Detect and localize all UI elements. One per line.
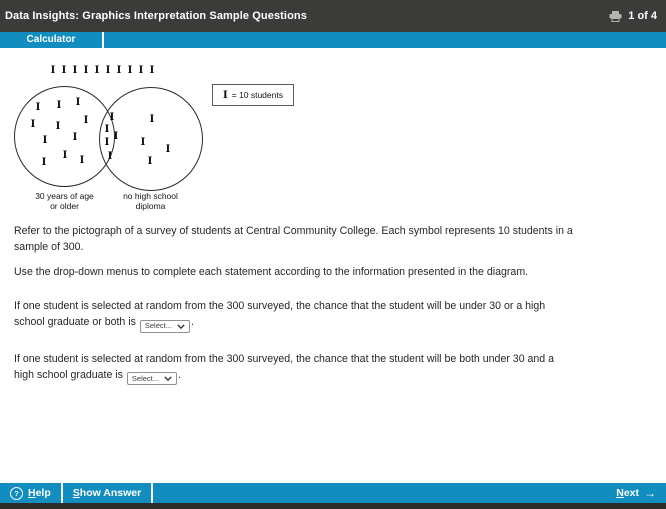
legend-box bbox=[212, 84, 294, 106]
student-symbol-top_row: I bbox=[149, 64, 155, 76]
question-2-line2 bbox=[14, 367, 654, 386]
student-symbol-top_row: I bbox=[61, 64, 67, 76]
next-button[interactable] bbox=[606, 483, 666, 503]
page-title: Data Insights: Graphics Interpretation Sample Questions bbox=[5, 10, 307, 22]
bottom-strip bbox=[0, 503, 666, 509]
student-symbol-both: I bbox=[104, 123, 110, 135]
student-symbol-top_row: I bbox=[127, 64, 133, 76]
student-symbol-both: I bbox=[113, 130, 119, 142]
right-circle-label-line2: diploma bbox=[135, 200, 166, 211]
help-icon: ? bbox=[10, 487, 23, 500]
footer-bar bbox=[0, 483, 666, 503]
student-symbol-both: I bbox=[109, 111, 115, 123]
calculator-button[interactable]: Calculator bbox=[0, 32, 104, 48]
student-symbol-left_only: I bbox=[72, 131, 78, 143]
student-symbol-right_only: I bbox=[147, 155, 153, 167]
student-symbol-left_only: I bbox=[83, 114, 89, 126]
student-symbol-left_only: I bbox=[42, 134, 48, 146]
question-1-line1: If one student is selected at random from the 300 surveyed, the chance that the student will be under 30 or a high bbox=[14, 300, 546, 312]
question-2-line1: If one student is selected at random from the 300 surveyed, the chance that the student will be both under 30 and a bbox=[14, 352, 555, 365]
show-answer-label: Show Answer bbox=[72, 487, 142, 499]
question-1-period: . bbox=[190, 316, 194, 328]
title-bar bbox=[0, 0, 666, 32]
footer-spacer bbox=[153, 483, 606, 503]
chevron-down-icon bbox=[177, 324, 185, 329]
right-circle-label bbox=[98, 192, 203, 211]
page-indicator-text: 1 of 4 bbox=[628, 10, 657, 22]
chevron-down-icon bbox=[164, 376, 172, 381]
student-symbol-top_row: I bbox=[105, 64, 111, 76]
printer-icon bbox=[609, 11, 622, 22]
toolbar bbox=[0, 32, 666, 48]
question-1-line2-text: school graduate or both is bbox=[14, 316, 136, 328]
answer-2-select-value: Select... bbox=[131, 373, 160, 383]
student-symbol-right_only: I bbox=[149, 113, 155, 125]
student-symbol-top_row: I bbox=[72, 64, 78, 76]
instruction-line: Use the drop-down menus to complete each statement according to the information presented in the diagram. bbox=[14, 266, 529, 278]
student-symbol-top_row: I bbox=[94, 64, 100, 76]
student-symbol-icon: I bbox=[223, 89, 228, 101]
show-answer-button[interactable] bbox=[63, 483, 153, 503]
help-button[interactable] bbox=[0, 483, 63, 503]
legend-text: = 10 students bbox=[231, 90, 283, 100]
student-symbol-top_row: I bbox=[50, 64, 56, 76]
intro-line1: Refer to the pictograph of a survey of students at Central Community College. Each symbol represents 10 students in a bbox=[14, 225, 573, 237]
question-1 bbox=[14, 298, 654, 333]
left-circle-label-line1: 30 years of age bbox=[35, 191, 94, 201]
student-symbol-right_only: I bbox=[165, 143, 171, 155]
question-2 bbox=[14, 351, 654, 386]
answer-1-select-value: Select... bbox=[144, 321, 172, 330]
student-symbol-top_row: I bbox=[138, 64, 144, 76]
intro-paragraph bbox=[14, 223, 654, 255]
left-circle-label-line2: or older bbox=[50, 200, 79, 211]
question-text bbox=[14, 223, 654, 385]
student-symbol-left_only: I bbox=[30, 118, 36, 130]
student-symbol-top_row: I bbox=[116, 64, 122, 76]
question-1-line2 bbox=[14, 314, 654, 333]
student-symbol-left_only: I bbox=[62, 149, 68, 161]
student-symbol-both: I bbox=[104, 136, 110, 148]
student-symbol-top_row: I bbox=[83, 64, 89, 76]
right-circle-label-line1: no high school bbox=[123, 191, 178, 201]
answer-2-select[interactable] bbox=[127, 372, 177, 385]
student-symbol-left_only: I bbox=[75, 96, 81, 108]
student-symbol-left_only: I bbox=[79, 154, 85, 166]
arrow-right-icon: → bbox=[644, 486, 656, 500]
next-label: Next bbox=[616, 487, 639, 499]
student-symbol-left_only: I bbox=[56, 99, 62, 111]
question-2-period: . bbox=[178, 368, 181, 381]
help-label: Help bbox=[28, 487, 51, 499]
page-indicator bbox=[609, 10, 657, 22]
intro-line2: sample of 300. bbox=[14, 241, 84, 253]
student-symbol-right_only: I bbox=[140, 136, 146, 148]
student-symbol-both: I bbox=[107, 150, 113, 162]
answer-1-select[interactable] bbox=[140, 320, 190, 333]
question-2-line2-text: high school graduate is bbox=[14, 368, 123, 381]
student-symbol-left_only: I bbox=[35, 101, 41, 113]
student-symbol-left_only: I bbox=[41, 156, 47, 168]
student-symbol-left_only: I bbox=[55, 120, 61, 132]
instruction-paragraph bbox=[14, 264, 654, 280]
